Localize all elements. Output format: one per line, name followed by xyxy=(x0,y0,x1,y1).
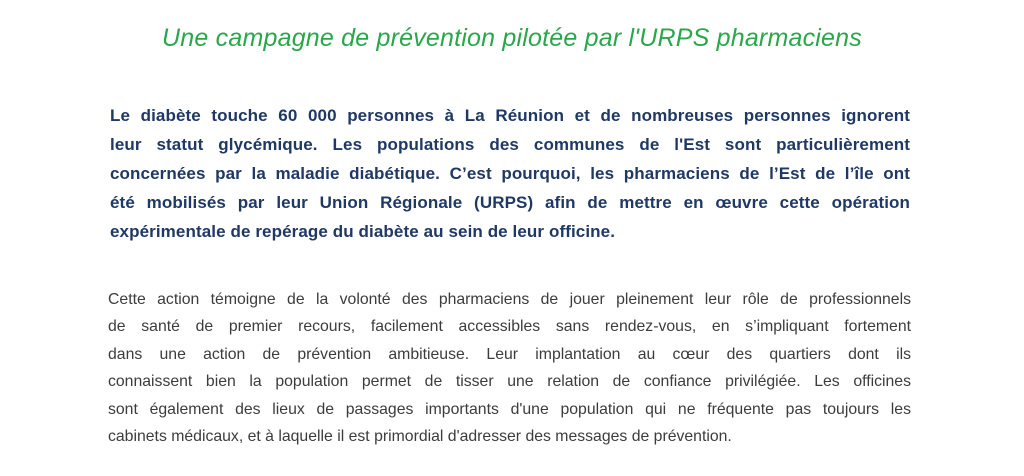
text-line: de santé de premier recours, facilement accessibles sans rendez-vous, en s’impliquant fortement xyxy=(108,318,911,336)
intro-paragraph xyxy=(110,101,910,246)
body-paragraph xyxy=(108,286,911,450)
text-line: cabinets médicaux, et à laquelle il est primordial d'adresser des messages de prévention. xyxy=(108,428,732,446)
text-line: Le diabète touche 60 000 personnes à La Réunion et de nombreuses personnes ignorent xyxy=(110,106,910,125)
text-line: été mobilisés par leur Union Régionale (URPS) afin de mettre en œuvre cette opération xyxy=(110,193,910,212)
text-line: expérimentale de repérage du diabète au sein de leur officine. xyxy=(110,222,616,241)
text-line: connaissent bien la population permet de tisser une relation de confiance privilégiée. Les officines xyxy=(108,373,911,391)
text-line: concernées par la maladie diabétique. C’est pourquoi, les pharmaciens de l’Est de l’île ont xyxy=(110,164,910,183)
text-line: leur statut glycémique. Les populations des communes de l'Est sont particulièrement xyxy=(110,135,910,154)
document-title: Une campagne de prévention pilotée par l'URPS pharmaciens xyxy=(162,24,862,52)
text-line: dans une action de prévention ambitieuse. Leur implantation au cœur des quartiers dont ils xyxy=(108,345,911,363)
text-line: sont également des lieux de passages importants d'une population qui ne fréquente pas toujours les xyxy=(108,400,911,418)
text-line: Cette action témoigne de la volonté des pharmaciens de jouer pleinement leur rôle de professionnels xyxy=(108,291,911,308)
